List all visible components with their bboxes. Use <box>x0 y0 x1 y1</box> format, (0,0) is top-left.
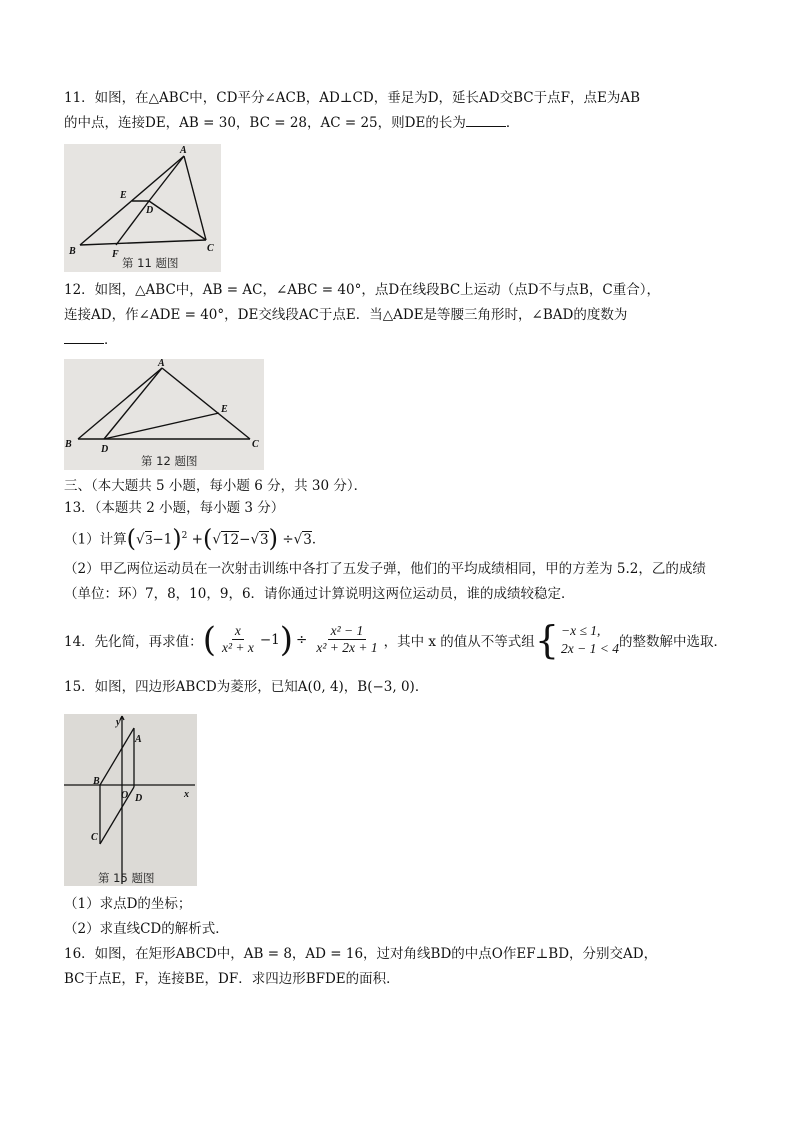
q11-label-a: A <box>180 145 187 156</box>
q14-brace: { <box>534 617 559 662</box>
q11-label-c: C <box>207 243 214 254</box>
q15-label-a: A <box>135 733 142 745</box>
q14-paren-close: ) <box>279 619 294 660</box>
q12-line2: 连接AD，作∠ADE = 40°，DE交线段AC于点E．当△ADE是等腰三角形时，∠BAD的度数为 <box>64 307 628 323</box>
paren-open-1: ( <box>126 524 136 553</box>
q14-prefix: 14．先化简，再求值： <box>64 633 203 650</box>
q14-mid: ，其中 x 的值从不等式组 <box>383 633 535 650</box>
paren-open-2: ( <box>202 524 213 553</box>
q14-f2-den: x² + 2x + 1 <box>316 640 378 655</box>
q11-line1: 11．如图，在△ABC中，CD平分∠ACB，AD⊥CD，垂足为D，延长AD交BC于点F，点E为AB <box>64 90 640 106</box>
q14-f1-den: x² + x <box>221 640 254 655</box>
sqrt-sign-1: √ <box>135 531 145 548</box>
q14-minus1: −1 <box>259 631 280 648</box>
q13-part1-end: ． <box>311 531 326 548</box>
section3-heading: 三、（本大题共 5 小题，每小题 6 分，共 30 分）． <box>64 478 368 494</box>
q12-label-a: A <box>158 359 165 369</box>
q15-label-b: B <box>93 775 100 787</box>
q13-head: 13．（本题共 2 小题，每小题 3 分） <box>64 500 285 516</box>
q13-part2-line2: （单位：环）7，8，10，9，6．请你通过计算说明这两位运动员，谁的成绩较稳定． <box>64 585 575 602</box>
q11-label-f: F <box>112 249 119 260</box>
q15-coordinate-diagram <box>64 714 197 886</box>
paren-close-1: ) <box>172 524 182 553</box>
q13-exp: 2 <box>181 531 188 541</box>
q11-label-e: E <box>120 190 127 201</box>
q13-expr-a: 3 <box>145 531 153 547</box>
q14-paren-open: ( <box>202 619 216 660</box>
q11-label-b: B <box>69 246 76 257</box>
q14-div: ÷ <box>296 631 308 648</box>
q12-line3 <box>64 328 734 353</box>
paren-close-2: ) <box>268 524 279 553</box>
q14-f1-num: x <box>232 623 244 640</box>
q15-label-x: x <box>184 788 189 800</box>
q15-label-c: C <box>91 831 98 843</box>
q15-label-d: D <box>135 792 143 804</box>
q13-expr-f: 3 <box>260 531 269 548</box>
q16-line2: BC于点E，F，连接BE，DF．求四边形BFDE的面积． <box>64 970 400 987</box>
document-page <box>64 86 734 992</box>
q13-expr-h: 3 <box>303 531 312 548</box>
q16-line1: 16．如图，在矩形ABCD中，AB = 8，AD = 16，过对角线BD的中点O作EF⊥BD，分别交AD， <box>64 945 658 962</box>
q11-line2 <box>64 111 734 136</box>
q12-line3-end: ． <box>104 332 118 348</box>
q11-figure-caption: 第 11 题图 <box>122 256 179 270</box>
q12-label-b: B <box>65 439 72 450</box>
q14-suffix: 的整数解中选取． <box>618 633 727 650</box>
q15-line1: 15．如图，四边形ABCD为菱形，已知A(0, 4)，B(−3, 0)． <box>64 678 429 695</box>
q11-answer-blank[interactable] <box>466 112 506 127</box>
q11-line2-end: ． <box>505 115 520 131</box>
q12-answer-blank[interactable] <box>64 329 104 344</box>
sqrt-sign-3: √ <box>250 531 260 548</box>
q11-label-d: D <box>146 205 154 216</box>
q14-ineq-lines <box>561 622 619 658</box>
q14-fraction-2 <box>313 623 380 656</box>
q14-ineq2: 2x − 1 < 4 <box>561 640 619 656</box>
q14-fraction-1 <box>219 623 257 656</box>
q12-figure <box>64 359 264 470</box>
q14-ineq1: −x ≤ 1, <box>561 622 601 638</box>
q12-label-d: D <box>101 444 109 455</box>
q11-figure <box>64 144 221 272</box>
q13-expr-g: ÷ <box>282 531 294 548</box>
q13-expr-e: − <box>239 531 251 548</box>
q15-part2: （2）求直线CD的解析式． <box>64 920 229 937</box>
q15-part1: （1）求点D的坐标； <box>64 895 192 912</box>
q12-figure-caption: 第 12 题图 <box>141 454 198 468</box>
q11-triangle-diagram <box>64 144 221 272</box>
q15-label-o: O <box>121 789 129 801</box>
q13-expr-b: −1 <box>152 531 173 548</box>
q13-expr-d: 12 <box>221 531 240 548</box>
q11-line2-text: 的中点，连接DE，AB = 30，BC = 28，AC = 25，则DE的长为 <box>64 115 466 131</box>
q15-figure-caption: 第 15 题图 <box>98 870 155 885</box>
sqrt-sign-2: √ <box>212 531 221 548</box>
q15-figure <box>64 714 197 886</box>
q14 <box>64 613 734 667</box>
q13-expr-c: + <box>191 531 203 548</box>
q13-part2-line1: （2）甲乙两位运动员在一次射击训练中各打了五发子弹，他们的平均成绩相同，甲的方差为 5.2，乙的成绩 <box>64 560 706 577</box>
q12-line1: 12．如图，△ABC中，AB = AC，∠ABC = 40°，点D在线段BC上运动（点D不与点B，C重合）， <box>64 282 660 298</box>
sqrt-sign-4: √ <box>293 531 303 548</box>
q13-part1 <box>64 519 734 557</box>
q14-inequality-system <box>534 617 619 662</box>
q13-part1-prefix: （1）计算 <box>64 531 127 548</box>
q12-label-c: C <box>252 439 259 450</box>
q12-label-e: E <box>221 404 228 415</box>
q14-f2-num: x² − 1 <box>328 623 367 640</box>
q15-label-y: y <box>116 716 121 728</box>
